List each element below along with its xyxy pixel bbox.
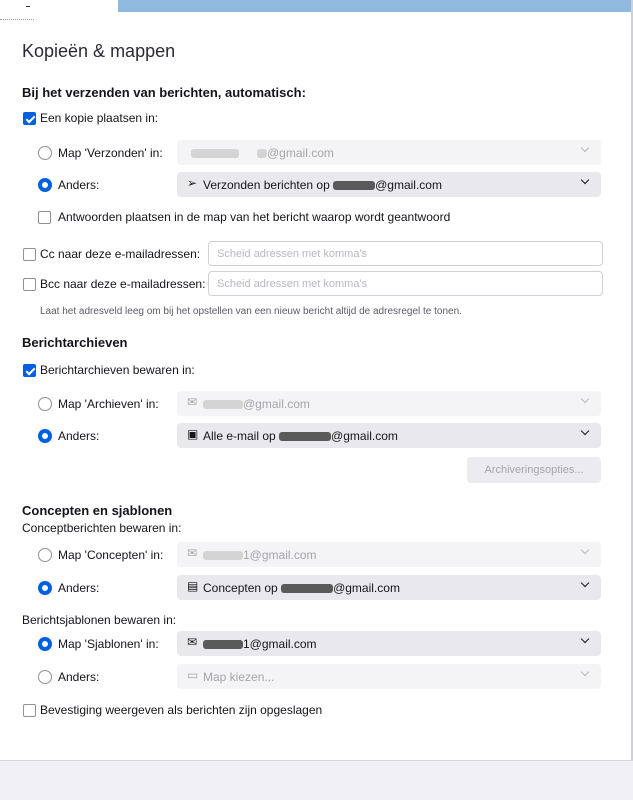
archive-other-radio[interactable]: [38, 429, 52, 443]
divider: [0, 19, 34, 20]
bcc-input[interactable]: [209, 272, 602, 295]
sent-folder-dropdown[interactable]: [177, 140, 601, 165]
templates-folder-dropdown[interactable]: [177, 631, 601, 656]
archive-heading: Berichtarchieven: [22, 335, 128, 350]
mail-account-icon: ✉: [187, 635, 198, 649]
templates-other-radio[interactable]: [38, 670, 52, 684]
templates-keep-label: Berichtsjablonen bewaren in:: [22, 613, 177, 627]
archive-box-icon: ▣: [187, 427, 199, 441]
replies-checkbox[interactable]: [38, 211, 51, 224]
bcc-input-field[interactable]: [208, 271, 603, 296]
templates-other-label: Anders:: [58, 670, 100, 684]
cc-checkbox[interactable]: [23, 248, 36, 261]
archive-options-button[interactable]: Archiveringsopties...: [467, 457, 601, 483]
drafts-keep-label: Conceptberichten bewaren in:: [22, 521, 182, 535]
cc-input-field[interactable]: [208, 241, 603, 266]
bcc-label: Bcc naar deze e-mailadressen:: [40, 277, 206, 291]
archive-folder-value: @gmail.com: [243, 397, 310, 411]
window-topbar: [0, 0, 633, 12]
chevron-down-icon: [581, 427, 589, 435]
page-title: Kopieën & mappen: [22, 41, 176, 61]
dialog-footer: [0, 760, 633, 800]
templates-folder-value: 1@gmail.com: [243, 637, 317, 651]
chevron-down-icon: [581, 176, 589, 184]
sent-other-dropdown[interactable]: ➢ Verzonden berichten op @gmail.com: [177, 172, 601, 197]
archive-other-dropdown[interactable]: ▣ Alle e-mail op @gmail.com: [177, 423, 601, 448]
mail-account-icon: ✉: [187, 395, 198, 409]
chevron-down-icon: [581, 635, 589, 643]
paper-plane-icon: ➢: [187, 176, 198, 190]
sent-other-radio[interactable]: [38, 178, 52, 192]
confirm-checkbox[interactable]: [23, 704, 36, 717]
templates-other-placeholder: Map kiezen...: [203, 670, 275, 684]
sent-folder-label: Map 'Verzonden' in:: [58, 146, 163, 160]
drafts-other-label: Anders:: [58, 581, 100, 595]
chevron-down-icon: [581, 144, 589, 152]
drafts-heading: Concepten en sjablonen: [22, 503, 173, 518]
chevron-down-icon: [581, 546, 589, 554]
draft-document-icon: ▤: [187, 579, 199, 593]
drafts-folder-label: Map 'Concepten' in:: [58, 548, 164, 562]
place-copy-label: Een kopie plaatsen in:: [40, 111, 159, 125]
cc-input[interactable]: [209, 242, 602, 265]
chevron-down-icon: [581, 668, 589, 676]
templates-folder-radio[interactable]: [38, 637, 52, 651]
place-copy-checkbox[interactable]: [23, 112, 36, 125]
sent-folder-radio[interactable]: [38, 146, 52, 160]
drafts-other-radio[interactable]: [38, 581, 52, 595]
sent-folder-value: @gmail.com: [267, 146, 334, 160]
replies-label: Antwoorden plaatsen in de map van het bericht waarop wordt geantwoord: [58, 210, 451, 224]
sent-other-label: Anders:: [58, 178, 100, 192]
templates-other-dropdown[interactable]: [177, 664, 601, 689]
mail-account-icon: ✉: [187, 546, 198, 560]
templates-folder-label: Map 'Sjablonen' in:: [58, 637, 159, 651]
archive-other-label: Anders:: [58, 429, 100, 443]
address-note: Laat het adresveld leeg om bij het opstellen van een nieuw bericht altijd de adresregel te tonen.: [40, 306, 462, 317]
archive-keep-checkbox[interactable]: [23, 364, 36, 377]
topbar-accent: [118, 0, 633, 12]
archive-keep-label: Berichtarchieven bewaren in:: [40, 363, 195, 377]
sending-heading: Bij het verzenden van berichten, automatisch:: [22, 85, 306, 100]
archive-folder-dropdown[interactable]: [177, 391, 601, 416]
active-tab[interactable]: [0, 0, 118, 12]
bcc-checkbox[interactable]: [23, 278, 36, 291]
drafts-other-dropdown[interactable]: ▤ Concepten op @gmail.com: [177, 575, 601, 600]
confirm-label: Bevestiging weergeven als berichten zijn opgeslagen: [40, 703, 323, 717]
drafts-folder-value: 1@gmail.com: [243, 548, 317, 562]
cc-label: Cc naar deze e-mailadressen:: [40, 247, 201, 261]
archive-folder-label: Map 'Archieven' in:: [58, 397, 159, 411]
chevron-down-icon: [581, 579, 589, 587]
drafts-folder-radio[interactable]: [38, 548, 52, 562]
folder-icon: ▭: [187, 668, 199, 682]
archive-folder-radio[interactable]: [38, 397, 52, 411]
chevron-down-icon: [581, 395, 589, 403]
drafts-folder-dropdown[interactable]: [177, 542, 601, 567]
